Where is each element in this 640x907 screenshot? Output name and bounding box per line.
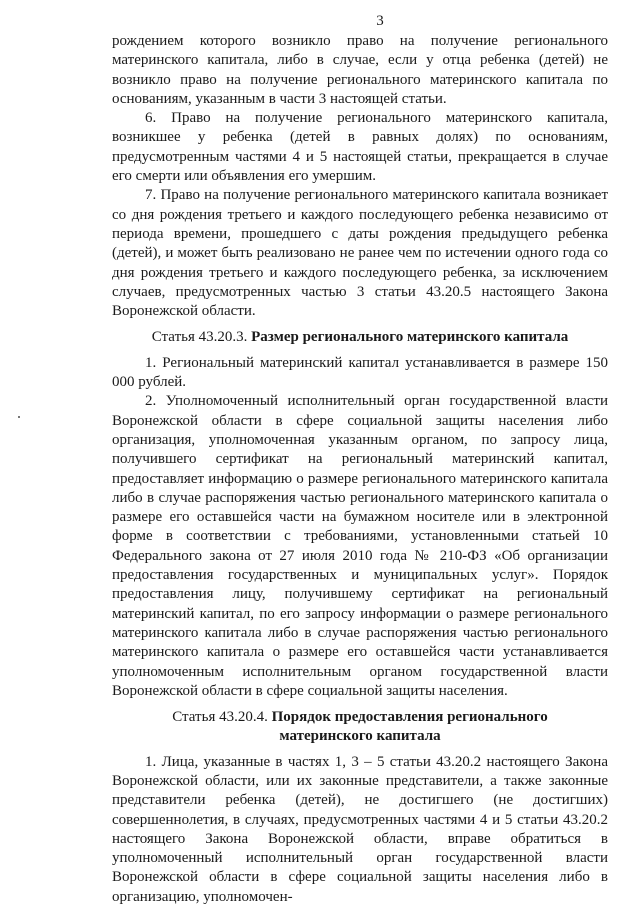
article-title-line-1: Порядок предоставления регионального [271, 709, 548, 726]
article-43-20-3-heading [112, 328, 608, 347]
paragraph-6: 6. Право на получение регионального материнского капитала, возникшее у ребенка (детей в равных долях) по основаниям, предусмотренным частями 4 и 5 настоящей статьи, прекращается в случае его смерти или объявления его умершим. [112, 110, 608, 185]
page-number: 3 [376, 13, 384, 29]
article-43-20-4-heading [112, 708, 608, 747]
article-number: Статья 43.20.4. [172, 709, 268, 726]
article-43-20-4-part-1: 1. Лица, указанные в частях 1, 3 – 5 статьи 43.20.2 настоящего Закона Воронежской области, или их законные представители, а также законные представители ребенка (детей), не достигшего (не достигших) совершеннолетия, в случаях, предусмотренных частями 4 и 5 статьи 43.20.2 настоящего Закона Воронежской области, вправе обратиться в уполномоченный исполнительный орган государственной власти Воронежской области в сфере социальной защиты населения либо в организацию, уполномочен- [112, 753, 608, 905]
document-page [112, 0, 608, 907]
margin-dot [18, 416, 20, 418]
article-number: Статья 43.20.3. [151, 329, 248, 346]
paragraph-7: 7. Право на получение регионального материнского капитала возникает со дня рождения третьего и каждого последующего ребенка независимо от периода времени, прошедшего с даты рождения предыдущего ребенка (детей), и может быть реализовано не ранее чем по истечении одного года со дня рождения третьего и каждого последующего ребенка, за исключением случаев, предусмотренных частью 3 статьи 43.20.5 настоящего Закона Воронежской области. [112, 187, 608, 320]
paragraph-continuation: рождением которого возникло право на получение регионального материнского капитала, либо в случае, если у отца ребенка (детей) не возникло право на получение регионального материнского капитала по основаниям, указанным в части 3 настоящей статьи. [112, 33, 608, 107]
article-title-line-2: материнского капитала [279, 728, 441, 745]
article-title: Размер регионального материнского капитала [251, 329, 569, 346]
article-43-20-3-part-1: 1. Региональный материнский капитал устанавливается в размере 150 000 рублей. [112, 354, 608, 391]
article-43-20-3-part-2: 2. Уполномоченный исполнительный орган государственной власти Воронежской области в сфере социальной защиты населения либо организация, уполномоченная указанным органом, по запросу лица, получившего сертификат на региональный материнский капитал, предоставляет информацию о размере регионального материнского капитала либо в случае распоряжения частью регионального материнского капитала о размере его оставшейся части на бумажном носителе или в электронной форме в соответствии с требованиями, установленными статьей 10 Федерального закона от 27 июля 2010 года № 210-ФЗ «Об организации предоставления государственных и муниципальных услуг». Порядок предоставления лицу, получившему сертификат на региональный материнский капитал, по его запросу информации о размере регионального материнского капитала либо в случае распоряжения частью регионального материнского капитала о размере его оставшейся части устанавливается уполномоченным исполнительным органом государственной власти Воронежской области в сфере социальной защиты населения. [112, 393, 608, 699]
